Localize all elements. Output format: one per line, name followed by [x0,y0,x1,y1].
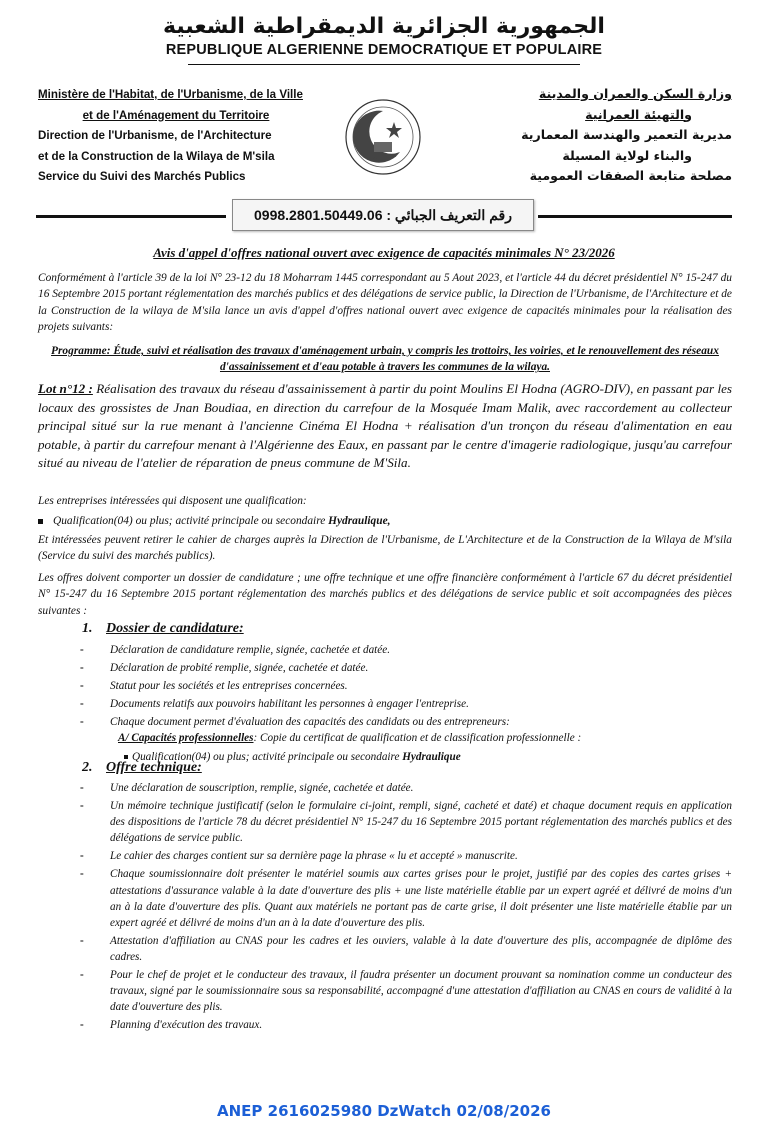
section-heading-offre-technique: 2. Offre technique: [82,760,202,775]
lot-description [38,380,732,473]
capacites-line: A/ Capacités professionnelles: Copie du certificat de qualification et de classification professionnelle : [118,732,582,745]
header-divider [188,64,580,65]
retrait-text: Et intéressées peuvent retirer le cahier de charges auprès la Direction de l'Urbanisme, de L'Architecture et de la Construction de la Wilaya de M'sila (Service du suivi des marchés publics). [38,534,732,563]
list-item: - Statut pour les sociétés et les entreprises concernées. [80,678,732,694]
notice-intro: Conformément à l'article 39 de la loi N° 23-12 du 18 Moharram 1445 correspondant au 5 Aout 2023, et l'article 44 du décret présidentiel N° 15-247 du 16 Septembre 2015 portant réglementation des marchés publics et des délégations de service public, la Direction de l'Urbanisme, de l'Architecture et de la Construction de la wilaya de M'sila lance un avis d'appel d'offres national ouvert avec exigence de capacités minimales pour la réalisation des projets suivants: [38,272,732,333]
ministry-line-ar: والتهيئة العمرانية [585,106,692,122]
list-item: - Chaque soumissionnaire doit présenter le matériel soumis aux cartes grises pour le projet, justifié par des copies des cartes grises + attestations d'assurance valable à la date d'ouverture des plis + une liste matérielle établie par un expert agréé et délivré de moins d'un an à la date d'ouverture des plis. Quant aux matériels ne portant pas de carte grise, il doit présenter une liste matérielle établie par un expert agréé et délivré de moins d'un an à la date d'ouverture des plis. [80,866,732,930]
tax-id-box: 0998.2801.50449.06 : رقم التعريف الجبائي [232,199,534,231]
ministry-line: et de l'Aménagement du Territoire [82,108,270,122]
notice-title: Avis d'appel d'offres national ouvert avec exigence de capacités minimales N° 23/2026 [153,245,615,260]
ministry-line: Ministère de l'Habitat, de l'Urbanisme, de la Ville [38,88,303,101]
service-line: Service du Suivi des Marchés Publics [38,170,246,183]
list-item: - Documents relatifs aux pouvoirs habilitant les personnes à engager l'entreprise. [80,696,732,712]
state-seal-icon [344,98,422,176]
list-item: - Attestation d'affiliation au CNAS pour les cadres et les ouviers, valable à la date d'ouverture des plis, accompagnée de diplôme des cadres. [80,933,732,965]
lot-label: Lot n°12 : [38,381,93,396]
footer-reference: ANEP 2616025980 DzWatch 02/08/2026 [217,1102,551,1120]
list-item: - Le cahier des charges contient sur sa dernière page la phrase « lu et accepté » manuscrite. [80,848,732,864]
programme-text: Programme: Étude, suivi et réalisation des travaux d'aménagement urbain, y compris les trottoirs, les voiries, et le renouvellement des réseaux d'assainissement et d'eau potable à travers les communes de la wilaya. [51,345,719,374]
ministry-block-fr [38,85,314,188]
offres-text: Les offres doivent comporter un dossier de candidature ; une offre technique et une offre financière conformément à l'article 67 du décret présidentiel N° 15-247 du 16 Septembre 2015 portant réglementation des marchés publics et des délégations de service public et soit accompagnées des pièces suivantes : [38,572,732,617]
offre-technique-list [80,780,732,1033]
list-item: - Planning d'exécution des travaux. [80,1017,732,1033]
ministry-line-ar: وزارة السكن والعمران والمدينة [538,86,732,101]
list-item: - Une déclaration de souscription, remplie, signée, cachetée et datée. [80,780,732,796]
direction-line: et de la Construction de la Wilaya de M'sila [38,149,275,163]
square-bullet-icon [124,755,128,759]
ministry-block-ar [482,84,732,187]
list-item: - Chaque document permet d'évaluation des capacités des candidats ou des entrepreneurs: [80,714,732,730]
direction-line: Direction de l'Urbanisme, de l'Architecture [38,129,272,142]
nif-rule-left [36,215,226,218]
direction-line-ar: والبناء لولاية المسيلة [562,147,692,163]
french-republic-title: REPUBLIQUE ALGERIENNE DEMOCRATIQUE ET POPULAIRE [165,42,603,58]
section-heading-candidature: 1. Dossier de candidature: [82,621,244,636]
list-item: - Déclaration de probité remplie, signée, cachetée et datée. [80,660,732,676]
arabic-republic-title: الجمهورية الجزائرية الديمقراطية الشعبية [163,14,605,39]
capacites-qualification: Qualification(04) ou plus; activité principale ou secondaire Hydraulique [80,749,732,765]
lot-text: Réalisation des travaux du réseau d'assainissement à partir du point Moulins El Hodna (AGRO-DIV), en passant par les locaux des grossistes de Jnan Boudiaa, en direction du carrefour de la Mosquée Imam Malik, avec raccordement au collecteur principal situé sur la rue menant à l'ancienne Cinéma El Hodna + réalisation d'un tronçon du réseau d'alimentation en eau potable, à partir du carrefour menant à l'Algérienne des Eaux, en passant par le centre d'imagerie radiologique, jusqu'au carrefour situé au niveau de l'atelier de réparation de pneus commune de M'Sila. [38,381,732,471]
list-item: - Déclaration de candidature remplie, signée, cachetée et datée. [80,642,732,658]
list-item: - Pour le chef de projet et le conducteur des travaux, il faudra présenter un document prouvant sa nomination comme un conducteur des travaux, signé par le soumissionnaire sous sa responsabilité, accompagné d'une attestation d'affiliation au CNAS en cours de validité à la date d'ouverture des plis. [80,967,732,1015]
service-line-ar: مصلحة متابعة الصفقات العمومية [529,168,732,183]
direction-line-ar: مديرية التعمير والهندسة المعمارية [521,127,732,142]
list-item: - Un mémoire technique justificatif (selon le formulaire ci-joint, rempli, signé, cacheté et daté) et chaque document requis en application des dispositions de l'article 78 du décret présidentiel N° 15-247 du 16 Septembre 2015 portant réglementation des marchés publics et des délégations de service public. [80,798,732,846]
square-bullet-icon [38,519,43,524]
nif-rule-right [538,215,732,218]
candidature-list [80,642,732,765]
qualification-bullet: Qualification(04) ou plus; activité principale ou secondaire Hydraulique, [38,513,732,529]
entreprises-text: Les entreprises intéressées qui disposent une qualification: [38,495,307,507]
